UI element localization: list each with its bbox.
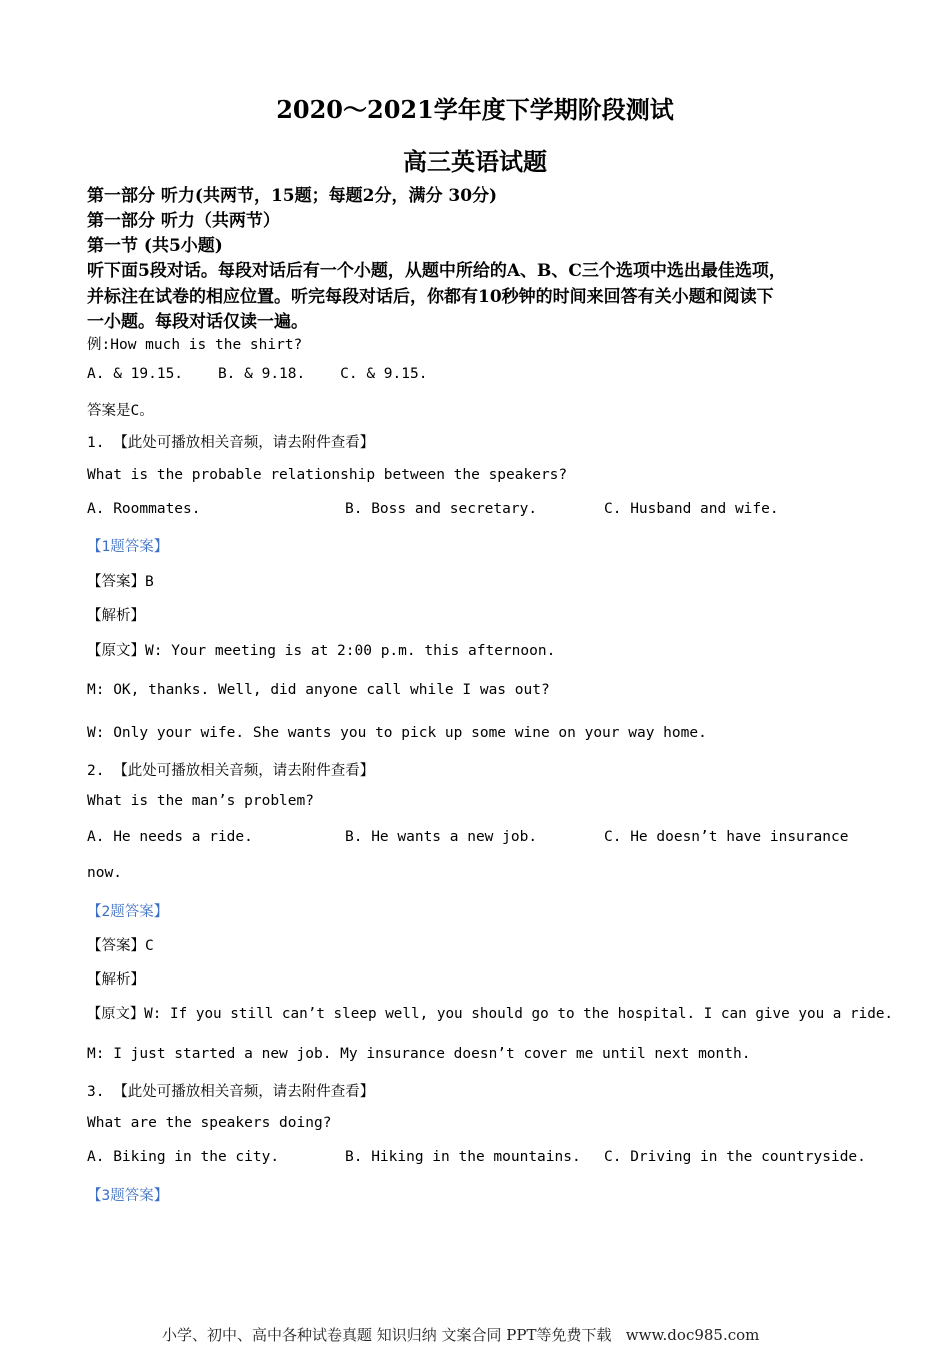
- q2-transcript-line: M: I just started a new job. My insurance doesn’t cover me until next month.: [87, 1046, 751, 1062]
- q3-option-c: C. Driving in the countryside.: [604, 1149, 866, 1165]
- q2-option-a: A. He needs a ride.: [87, 829, 253, 845]
- q2-option-b: B. He wants a new job.: [345, 829, 538, 845]
- q2-audio-note: 2. 【此处可播放相关音频，请去附件查看】: [87, 763, 375, 779]
- q2-answer: 【答案】C: [87, 938, 154, 954]
- q1-audio-note: 1. 【此处可播放相关音频，请去附件查看】: [87, 435, 375, 451]
- section-part-heading-2: 第一部分 听力（共两节）: [87, 211, 280, 231]
- q1-transcript-line: 【原文】W: Your meeting is at 2:00 p.m. this afternoon.: [87, 643, 556, 659]
- q1-answer: 【答案】B: [87, 574, 154, 590]
- q3-option-b: B. Hiking in the mountains.: [345, 1149, 581, 1165]
- example-answer: 答案是C。: [87, 403, 154, 419]
- exam-subtitle: 高三英语试题: [403, 147, 547, 176]
- q1-transcript-line: W: Only your wife. She wants you to pick up some wine on your way home.: [87, 725, 707, 741]
- q1-option-a: A. Roommates.: [87, 501, 201, 517]
- example-options: A. & 19.15. B. & 9.18. C. & 9.15.: [87, 366, 428, 382]
- instructions-line: 并标注在试卷的相应位置。听完每段对话后，你都有10秒钟的时间来回答有关小题和阅读下: [87, 287, 774, 307]
- q1-option-c: C. Husband and wife.: [604, 501, 779, 517]
- q3-answer-heading: 【3题答案】: [87, 1188, 169, 1204]
- q2-answer-heading: 【2题答案】: [87, 904, 169, 920]
- page-footer: 小学、初中、高中各种试卷真题 知识归纳 文案合同 PPT等免费下载 www.doc985.com: [162, 1326, 760, 1344]
- q1-question: What is the probable relationship between the speakers?: [87, 467, 568, 483]
- q2-option-c-continued: now.: [87, 865, 122, 881]
- exam-title: 2020～2021学年度下学期阶段测试: [276, 95, 674, 124]
- q2-analysis: 【解析】: [87, 972, 145, 988]
- q2-question: What is the man’s problem?: [87, 793, 314, 809]
- instructions-line: 听下面5段对话。每段对话后有一个小题，从题中所给的A、B、C三个选项中选出最佳选项，: [87, 261, 786, 281]
- q3-audio-note: 3. 【此处可播放相关音频，请去附件查看】: [87, 1084, 375, 1100]
- q3-option-a: A. Biking in the city.: [87, 1149, 280, 1165]
- q2-transcript-line: 【原文】W: If you still can’t sleep well, you should go to the hospital. I can give you a ride.: [87, 1006, 894, 1022]
- q1-answer-heading: 【1题答案】: [87, 539, 169, 555]
- q1-analysis: 【解析】: [87, 608, 145, 624]
- q2-option-c: C. He doesn’t have insurance: [604, 829, 849, 845]
- section-one-heading: 第一节 (共5小题): [87, 236, 223, 256]
- instructions-line: 一小题。每段对话仅读一遍。: [87, 312, 308, 332]
- example-question: 例:How much is the shirt?: [87, 337, 303, 353]
- section-part-heading: 第一部分 听力(共两节，15题；每题2分，满分 30分): [87, 186, 498, 206]
- q1-transcript-line: M: OK, thanks. Well, did anyone call while I was out?: [87, 682, 550, 698]
- q3-question: What are the speakers doing?: [87, 1115, 332, 1131]
- q1-option-b: B. Boss and secretary.: [345, 501, 538, 517]
